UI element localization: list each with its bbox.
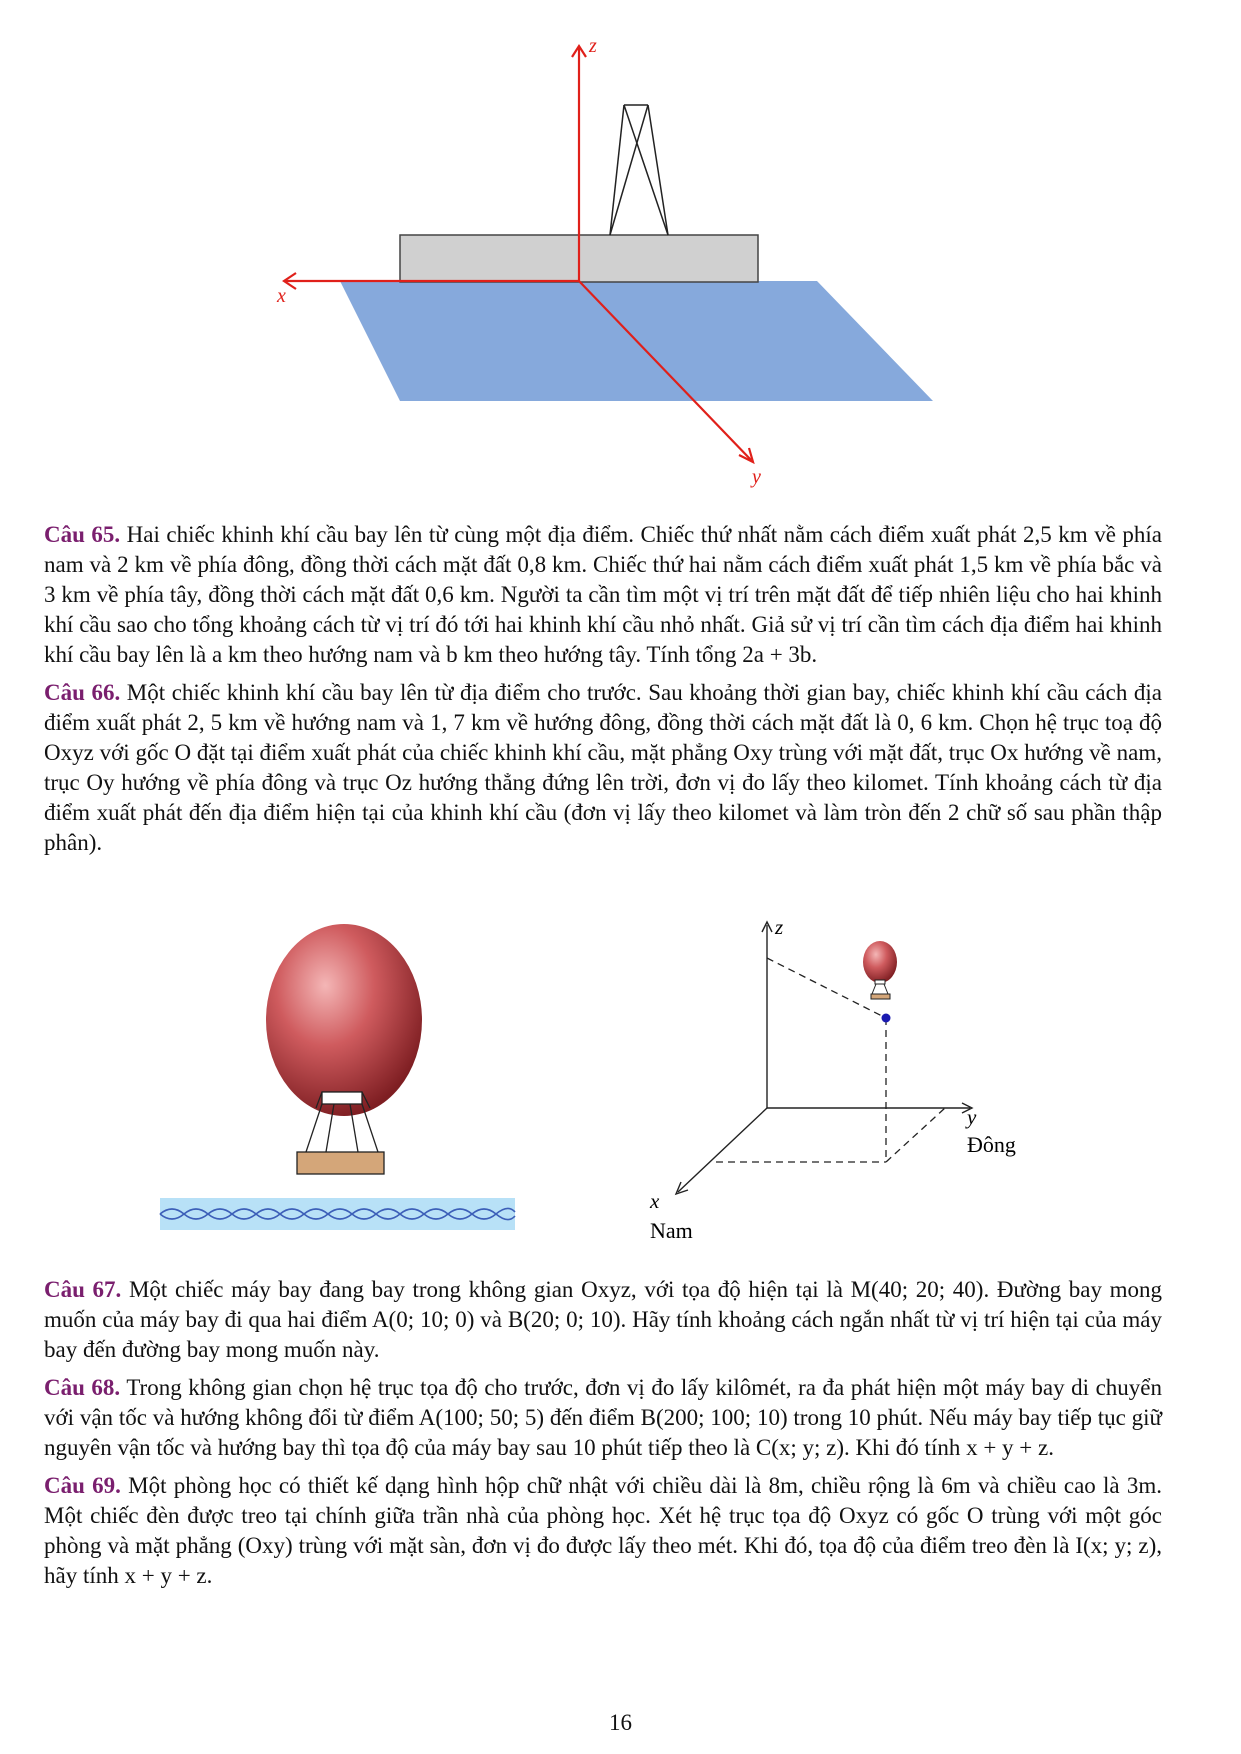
questions-block-bottom [44,1275,1162,1591]
fig2-x-label: x [650,1189,660,1213]
projection-lines [716,958,945,1162]
fig2-y-label: y [967,1105,977,1129]
balloon-envelope [266,924,422,1116]
question-68-number: Câu 68. [44,1375,121,1400]
small-balloon-envelope [863,941,897,983]
balloon-figure [150,920,530,1240]
coordinate-axes [676,922,972,1194]
fig2-z-label: z [775,915,784,939]
page-number: 16 [609,1710,632,1735]
balloon-point [882,1014,891,1023]
questions-block-top [44,520,1162,858]
water-band [160,1198,515,1230]
small-balloon-basket [871,980,890,999]
tower [610,105,668,235]
south-label: Nam [650,1218,693,1243]
question-69 [44,1471,1162,1591]
question-66 [44,678,1162,858]
platform-axes-figure [230,20,950,490]
question-68-text: Trong không gian chọn hệ trục tọa độ cho trước, đơn vị đo lấy kilômét, ra đa phát hiện một máy bay di chuyển với vận tốc và hướng không đổi từ điểm A(100; 50; 5) đến điểm B(200; 100; 10) trong 10 phút. Nếu máy bay tiếp tục giữ nguyên vận tốc và hướng bay thì tọa độ của máy bay sau 10 phút tiếp theo là C(x; y; z). Khi đó tính x + y + z. [44,1375,1162,1460]
question-66-number: Câu 66. [44,680,121,705]
question-66-text: Một chiếc khinh khí cầu bay lên từ địa điểm cho trước. Sau khoảng thời gian bay, chiếc khinh khí cầu cách địa điểm xuất phát 2, 5 km về hướng nam và 1, 7 km về hướng đông, đồng thời cách mặt đất là 0, 6 km. Chọn hệ trục toạ độ Oxyz với gốc O đặt tại điểm xuất phát của chiếc khinh khí cầu, mặt phẳng Oxy trùng với mặt đất, trục Ox hướng về nam, trục Oy hướng về phía đông và trục Oz hướng thẳng đứng lên trời, đơn vị đo lấy theo kilomet. Tính khoảng cách từ địa điểm xuất phát đến địa điểm hiện tại của khinh khí cầu (đơn vị lấy theo kilomet và làm tròn đến 2 chữ số sau phần thập phân). [44,680,1163,855]
x-axis-label: x [277,285,286,307]
question-67-text: Một chiếc máy bay đang bay trong không gian Oxyz, với tọa độ hiện tại là M(40; 20; 40). Đường bay mong muốn của máy bay đi qua hai điểm A(0; 10; 0) và B(20; 0; 10). Hãy tính khoảng cách ngắn nhất từ vị trí hiện tại của máy bay đến đường bay mong muốn này. [44,1277,1162,1362]
question-69-number: Câu 69. [44,1473,121,1498]
question-68 [44,1373,1162,1463]
question-69-text: Một phòng học có thiết kế dạng hình hộp chữ nhật với chiều dài là 8m, chiều rộng là 6m và chiều cao là 3m. Một chiếc đèn được treo tại chính giữa trần nhà của phòng học. Xét hệ trục tọa độ Oxyz có gốc O trùng với một góc phòng và mặt phẳng (Oxy) trùng với mặt sàn, đơn vị đo được lấy theo mét. Khi đó, tọa độ của điểm treo đèn là I(x; y; z), hãy tính x + y + z. [44,1473,1163,1588]
question-67 [44,1275,1162,1365]
question-65 [44,520,1162,670]
z-axis-label: z [589,35,597,57]
y-axis-label: y [752,466,761,488]
question-65-number: Câu 65. [44,522,121,547]
east-label: Đông [967,1132,1016,1157]
question-65-text: Hai chiếc khinh khí cầu bay lên từ cùng một địa điểm. Chiếc thứ nhất nằm cách điểm xuất phát 2,5 km về phía nam và 2 km về phía đông, đồng thời cách mặt đất 0,8 km. Chiếc thứ hai nằm cách điểm xuất phát 1,5 km về phía bắc và 3 km về phía tây, đồng thời cách mặt đất 0,6 km. Người ta cần tìm một vị trí trên mặt đất để tiếp nhiên liệu cho hai khinh khí cầu sao cho tổng khoảng cách từ vị trí đó tới hai khinh khí cầu nhỏ nhất. Giả sử vị trí cần tìm cách địa điểm hai khinh khí cầu bay lên là a km theo hướng nam và b km theo hướng tây. Tính tổng 2a + 3b. [44,522,1162,667]
coordinate-balloon-figure [640,905,1060,1245]
question-67-number: Câu 67. [44,1277,122,1302]
